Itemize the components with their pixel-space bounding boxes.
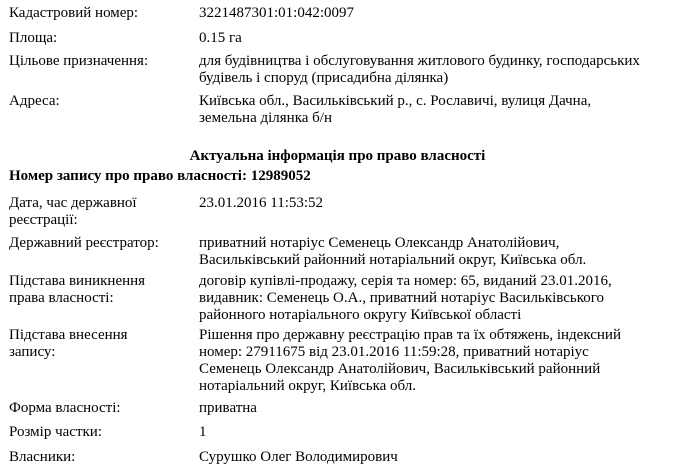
purpose-value: для будівництва і обслуговування житлового будинку, господарських будівель і споруд (присадибна ділянка)	[199, 53, 640, 86]
owners-value: Сурушко Олег Володимирович	[199, 449, 398, 465]
entry-basis-label: Підстава внесення запису:	[9, 327, 128, 360]
cadastral-number-label: Кадастровий номер:	[9, 5, 139, 21]
section-title: Актуальна інформація про право власності	[189, 148, 486, 164]
entry-basis-value: Рішення про державну реєстрацію прав та їх обтяжень, індексний номер: 27911675 від 23.01.2016 11:59:28, приватний нотаріус Семенець Олександр Анатолійович, Васильківський районний нотаріальний округ, Київська обл.	[199, 327, 621, 394]
ownership-form-value: приватна	[199, 400, 257, 416]
area-label: Площа:	[9, 30, 58, 46]
record-number-value: 12989052	[250, 168, 311, 184]
record-number-label: Номер запису про право власності:	[9, 168, 247, 184]
ownership-origin-value: договір купівлі-продажу, серія та номер: 65, виданий 23.01.2016, видавник: Семенець О.А., приватний нотаріус Васильківського районного нотаріального округу Київської області	[199, 273, 612, 323]
address-label: Адреса:	[9, 93, 60, 109]
share-size-label: Розмір частки:	[9, 424, 102, 440]
registration-date-label: Дата, час державної реєстрації:	[9, 195, 137, 228]
share-size-value: 1	[199, 424, 207, 440]
area-value: 0.15 га	[199, 30, 242, 46]
registrar-value: приватний нотаріус Семенець Олександр Анатолійович, Васильківський районний нотаріальний округ, Київська обл.	[199, 235, 587, 268]
owners-label: Власники:	[9, 449, 76, 465]
purpose-label: Цільове призначення:	[9, 53, 149, 69]
record-number-heading	[9, 168, 311, 185]
address-value: Київська обл., Васильківський р., с. Рославичі, вулиця Дачна, земельна ділянка б/н	[199, 93, 592, 126]
ownership-origin-label: Підстава виникнення права власності:	[9, 273, 146, 306]
registration-date-value: 23.01.2016 11:53:52	[199, 195, 324, 211]
cadastral-number-value: 3221487301:01:042:0097	[199, 5, 355, 21]
registrar-label: Державний реєстратор:	[9, 235, 159, 251]
ownership-form-label: Форма власності:	[9, 400, 121, 416]
